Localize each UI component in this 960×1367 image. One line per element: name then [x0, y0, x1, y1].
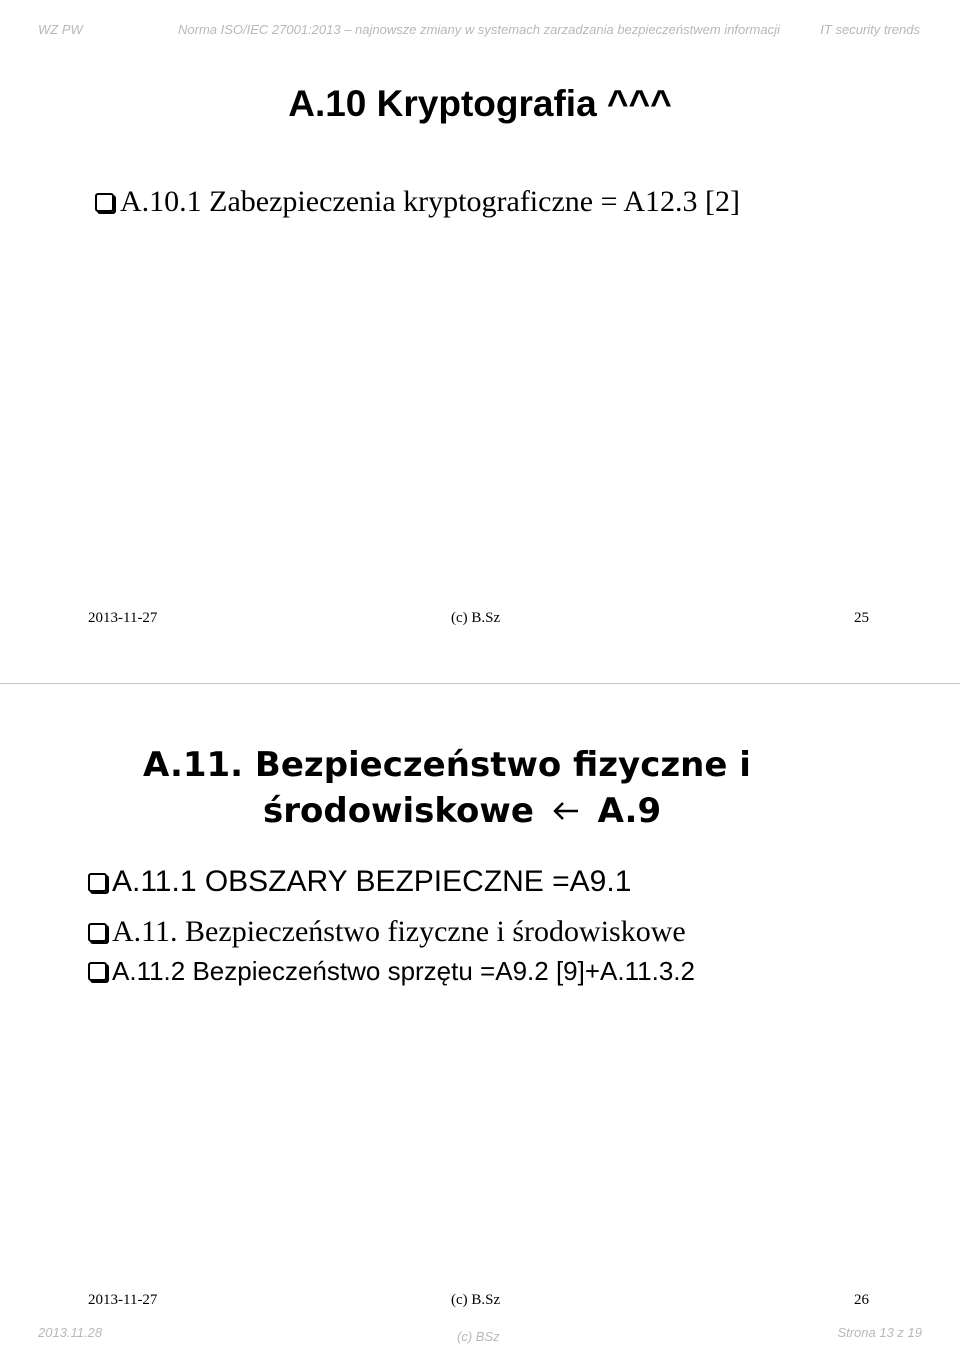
bullet-item: [95, 185, 740, 219]
bullet-item: [88, 956, 695, 987]
page-footer-page-count: Strona 13 z 19: [837, 1325, 922, 1340]
bullet-text: A.11.2 Bezpieczeństwo sprzętu =A9.2 [9]+A.11.3.2: [112, 956, 695, 986]
slide-title-ref: A.9: [597, 791, 662, 831]
slide-title: [143, 742, 751, 834]
checkbox-square-icon: [95, 193, 114, 212]
bullet-text: A.11.1 OBSZARY BEZPIECZNE =A9.1: [112, 865, 632, 898]
page-footer-date: 2013.11.28: [38, 1325, 103, 1340]
slide-title-line2: [143, 788, 751, 834]
page-footer-author: (c) BSz: [457, 1329, 500, 1344]
slide-footer-date: 2013-11-27: [88, 610, 158, 626]
bullet-item: [88, 915, 686, 949]
checkbox-square-icon: [88, 923, 107, 942]
slide-title-word: środowiskowe: [263, 791, 534, 831]
slide-footer-date: 2013-11-27: [88, 1292, 158, 1308]
slide-footer-author: (c) B.Sz: [451, 610, 501, 626]
slide-footer-page-number: 25: [854, 610, 869, 626]
header-right-text: IT security trends: [820, 22, 920, 37]
slide-title: A.10 Kryptografia ^^^: [288, 83, 672, 124]
slide-footer-page-number: 26: [854, 1292, 869, 1308]
checkbox-square-icon: [88, 962, 107, 981]
bullet-text: A.11. Bezpieczeństwo fizyczne i środowiskowe: [112, 915, 686, 948]
slide-26: [0, 684, 960, 1324]
bullet-item: [88, 865, 631, 899]
slide-footer-author: (c) B.Sz: [451, 1292, 501, 1308]
page-header: [0, 22, 960, 42]
slide-title-line1: A.11. Bezpieczeństwo fizyczne i: [143, 745, 751, 785]
bullet-text: A.10.1 Zabezpieczenia kryptograficzne = A12.3 [2]: [120, 185, 740, 218]
checkbox-square-icon: [88, 873, 107, 892]
left-arrow-icon: [552, 788, 580, 834]
slide-25: [0, 45, 960, 683]
header-center-text: Norma ISO/IEC 27001:2013 – najnowsze zmiany w systemach zarzadzania bezpieczeństwem informacji: [178, 22, 780, 37]
header-left-text: WZ PW: [38, 22, 83, 37]
